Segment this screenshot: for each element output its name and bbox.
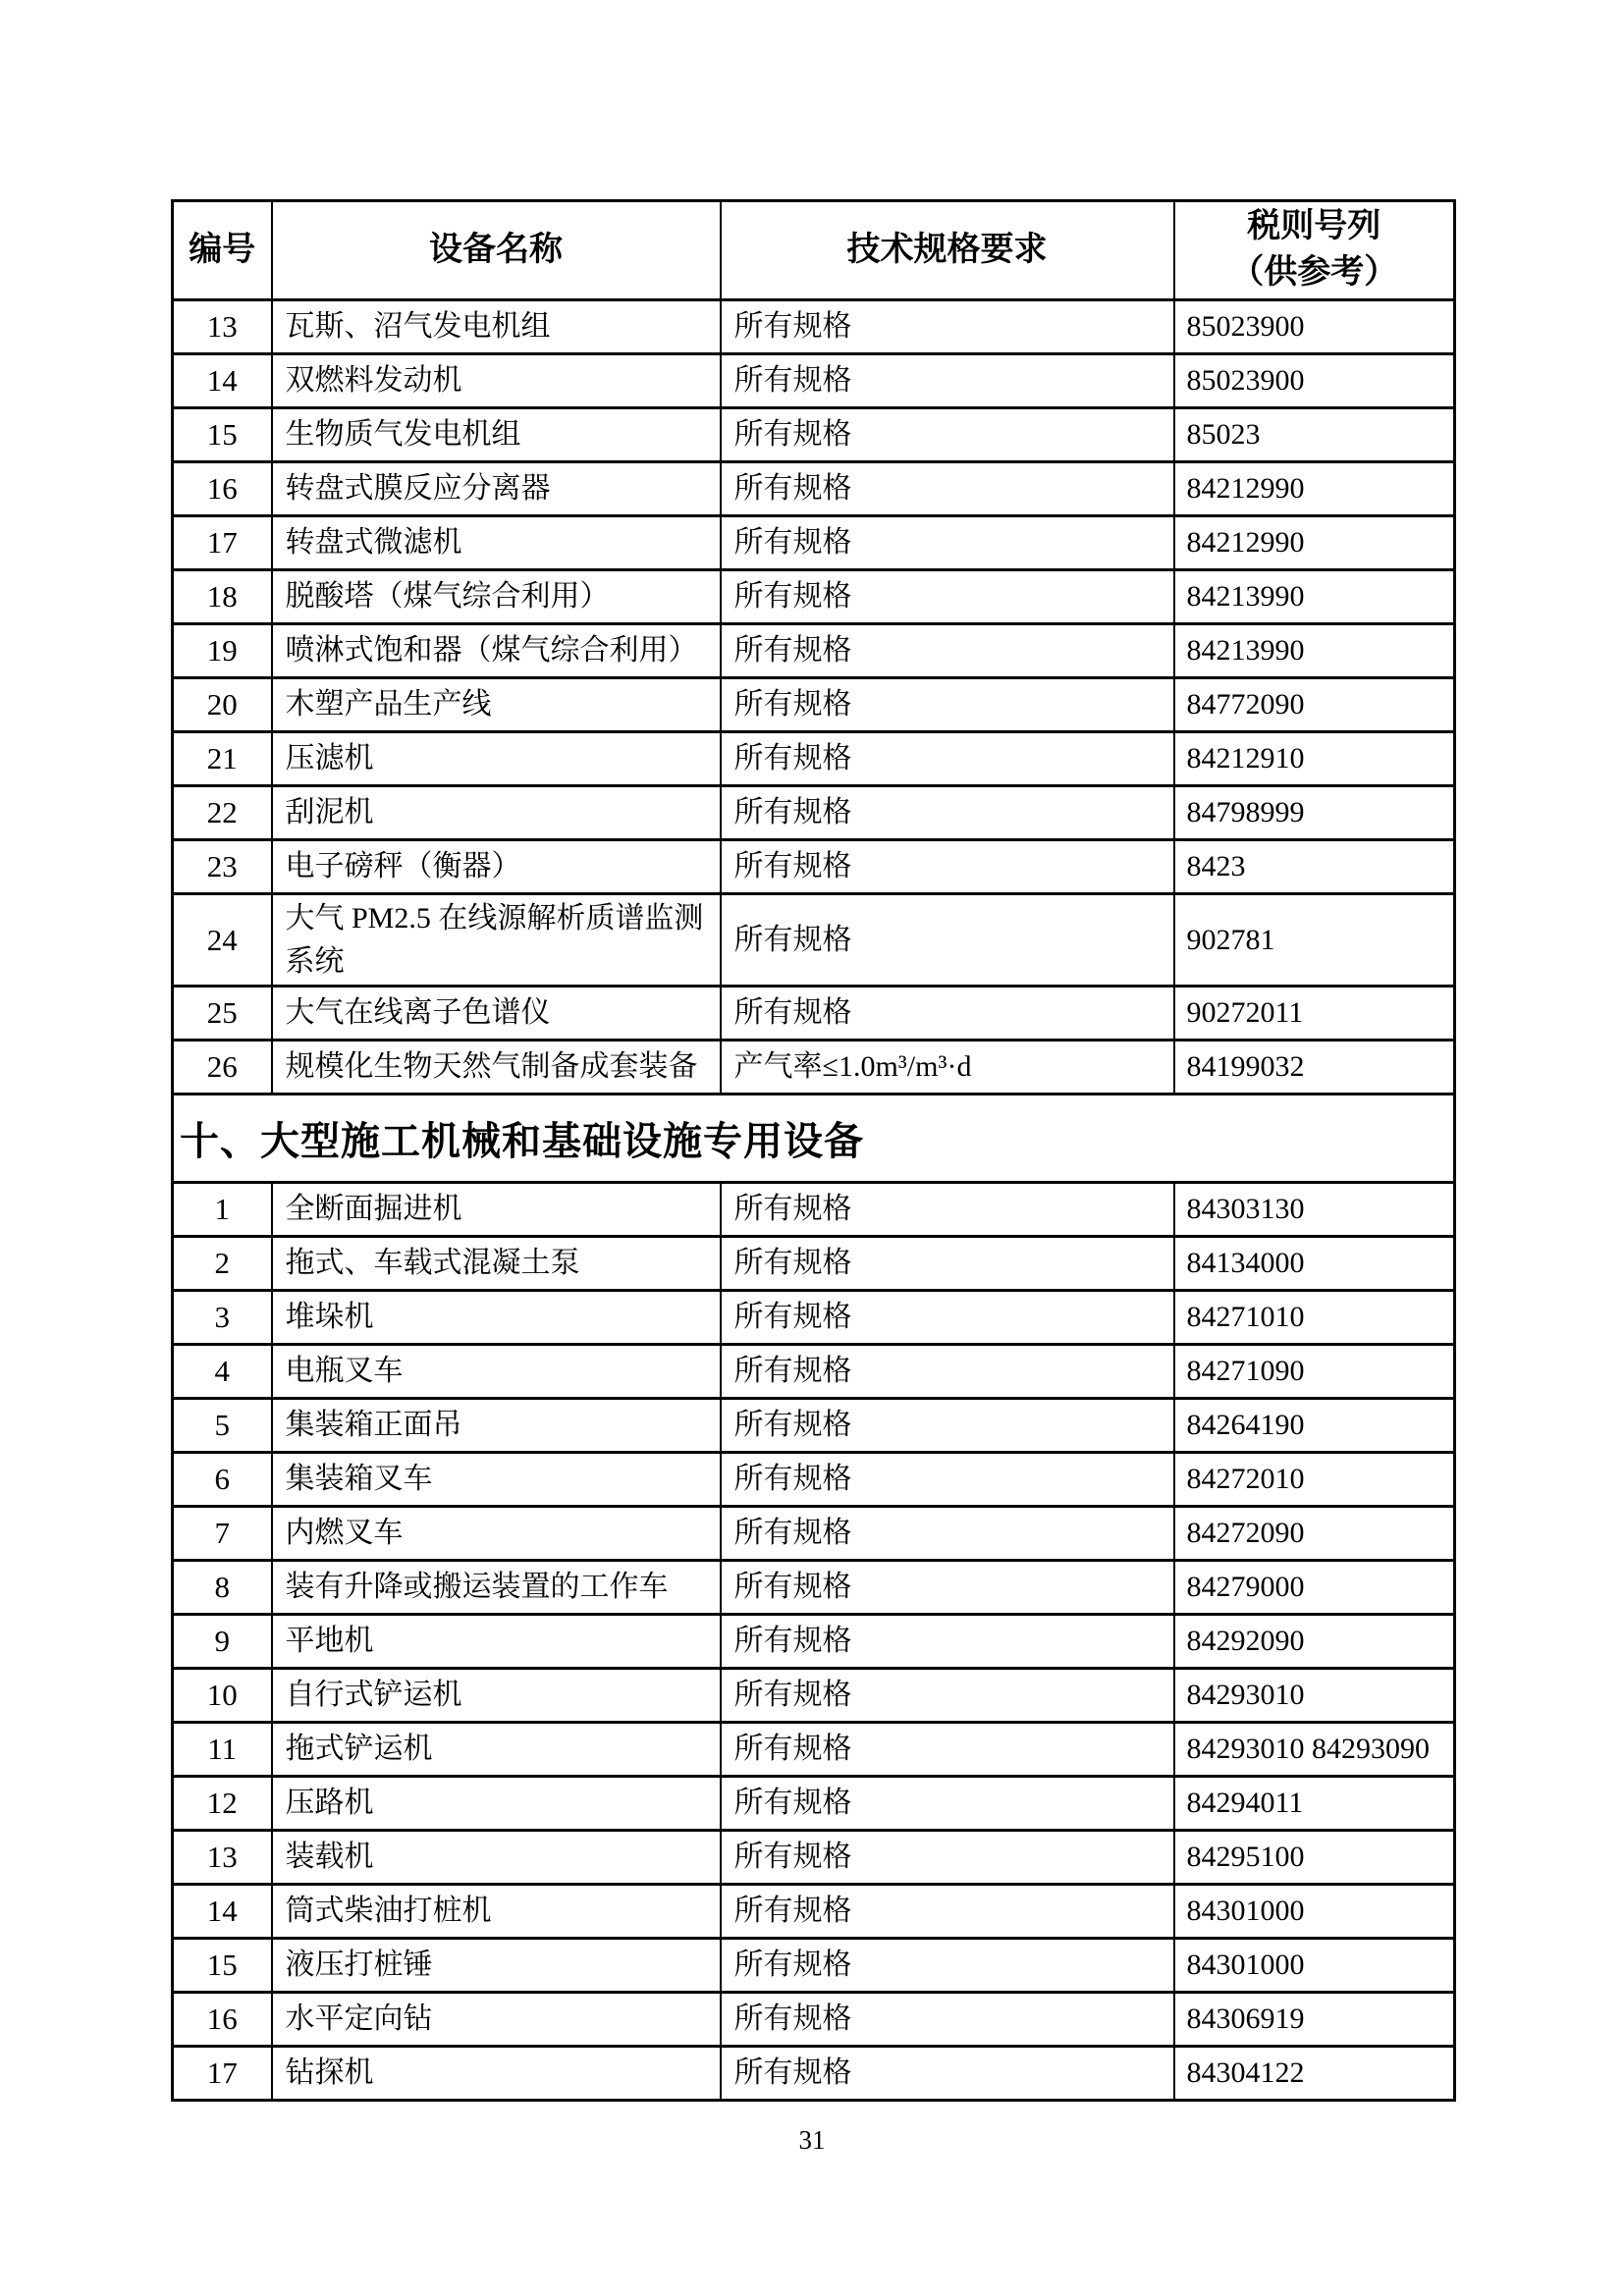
- row-number-cell: 11: [173, 1723, 272, 1777]
- hs-code-cell: 84271010: [1174, 1291, 1455, 1345]
- row-number-cell: 12: [173, 1777, 272, 1831]
- table-row: [173, 678, 1455, 732]
- hs-code-cell: 84279000: [1174, 1561, 1455, 1615]
- row-number-cell: 4: [173, 1345, 272, 1399]
- equipment-name-cell: 双燃料发动机: [272, 354, 721, 408]
- row-number-cell: 18: [173, 570, 272, 624]
- hs-code-cell: 84271090: [1174, 1345, 1455, 1399]
- equipment-name-cell: 转盘式膜反应分离器: [272, 462, 721, 516]
- table-row: [173, 2047, 1455, 2101]
- equipment-name-cell: 大气在线离子色谱仪: [272, 987, 721, 1041]
- equipment-name-cell: 集装箱正面吊: [272, 1399, 721, 1453]
- hs-code-cell: 84213990: [1174, 624, 1455, 678]
- hs-code-cell: 84292090: [1174, 1615, 1455, 1669]
- table-row: [173, 732, 1455, 786]
- hs-code-cell: 84212990: [1174, 462, 1455, 516]
- row-number-cell: 15: [173, 408, 272, 462]
- column-header-tariff-code: 税则号列 （供参考）: [1174, 201, 1455, 300]
- row-number-cell: 17: [173, 516, 272, 570]
- table-row: [173, 1183, 1455, 1237]
- equipment-name-cell: 电瓶叉车: [272, 1345, 721, 1399]
- hs-code-cell: 84303130: [1174, 1183, 1455, 1237]
- table-row: [173, 462, 1455, 516]
- spec-cell: 所有规格: [721, 1993, 1174, 2047]
- hs-code-cell: 84272010: [1174, 1453, 1455, 1507]
- row-number-cell: 23: [173, 840, 272, 894]
- row-number-cell: 2: [173, 1237, 272, 1291]
- equipment-name-cell: 生物质气发电机组: [272, 408, 721, 462]
- spec-cell: 所有规格: [721, 408, 1174, 462]
- hs-code-cell: 84304122: [1174, 2047, 1455, 2101]
- spec-cell: 所有规格: [721, 1561, 1174, 1615]
- spec-cell: 所有规格: [721, 570, 1174, 624]
- spec-cell: 所有规格: [721, 1399, 1174, 1453]
- equipment-name-cell: 压路机: [272, 1777, 721, 1831]
- table-row: [173, 1831, 1455, 1885]
- equipment-name-cell: 转盘式微滤机: [272, 516, 721, 570]
- spec-cell: 所有规格: [721, 462, 1174, 516]
- equipment-table: [171, 199, 1456, 2102]
- hs-code-cell: 84264190: [1174, 1399, 1455, 1453]
- equipment-name-cell: 瓦斯、沼气发电机组: [272, 300, 721, 354]
- equipment-name-cell: 装有升降或搬运装置的工作车: [272, 1561, 721, 1615]
- row-number-cell: 9: [173, 1615, 272, 1669]
- table-row: [173, 894, 1455, 987]
- row-number-cell: 13: [173, 300, 272, 354]
- hs-code-cell: 84772090: [1174, 678, 1455, 732]
- table-body: [173, 300, 1455, 2101]
- row-number-cell: 26: [173, 1041, 272, 1095]
- table-row: [173, 1237, 1455, 1291]
- hs-code-cell: 84798999: [1174, 786, 1455, 840]
- row-number-cell: 7: [173, 1507, 272, 1561]
- row-number-cell: 15: [173, 1939, 272, 1993]
- equipment-name-cell: 规模化生物天然气制备成套装备: [272, 1041, 721, 1095]
- spec-cell: 所有规格: [721, 354, 1174, 408]
- row-number-cell: 24: [173, 894, 272, 987]
- row-number-cell: 1: [173, 1183, 272, 1237]
- hs-code-cell: 84301000: [1174, 1939, 1455, 1993]
- equipment-name-cell: 大气 PM2.5 在线源解析质谱监测系统: [272, 894, 721, 987]
- equipment-name-cell: 电子磅秤（衡器）: [272, 840, 721, 894]
- table-row: [173, 408, 1455, 462]
- spec-cell: 所有规格: [721, 1183, 1174, 1237]
- equipment-name-cell: 压滤机: [272, 732, 721, 786]
- row-number-cell: 8: [173, 1561, 272, 1615]
- equipment-name-cell: 全断面掘进机: [272, 1183, 721, 1237]
- row-number-cell: 14: [173, 354, 272, 408]
- equipment-name-cell: 钻探机: [272, 2047, 721, 2101]
- spec-cell: 所有规格: [721, 1507, 1174, 1561]
- hs-code-cell: 84212910: [1174, 732, 1455, 786]
- column-header-tech-spec: 技术规格要求: [721, 201, 1174, 300]
- row-number-cell: 3: [173, 1291, 272, 1345]
- hs-code-cell: 90272011: [1174, 987, 1455, 1041]
- hs-code-cell: 902781: [1174, 894, 1455, 987]
- hs-code-cell: 85023900: [1174, 300, 1455, 354]
- equipment-name-cell: 装载机: [272, 1831, 721, 1885]
- spec-cell: 所有规格: [721, 1723, 1174, 1777]
- hs-code-cell: 84134000: [1174, 1237, 1455, 1291]
- equipment-name-cell: 筒式柴油打桩机: [272, 1885, 721, 1939]
- row-number-cell: 6: [173, 1453, 272, 1507]
- spec-cell: 所有规格: [721, 300, 1174, 354]
- equipment-name-cell: 自行式铲运机: [272, 1669, 721, 1723]
- section-header-row: [173, 1095, 1455, 1183]
- table-row: [173, 1723, 1455, 1777]
- row-number-cell: 13: [173, 1831, 272, 1885]
- row-number-cell: 10: [173, 1669, 272, 1723]
- spec-cell: 所有规格: [721, 1831, 1174, 1885]
- equipment-name-cell: 刮泥机: [272, 786, 721, 840]
- table-row: [173, 786, 1455, 840]
- spec-cell: 所有规格: [721, 987, 1174, 1041]
- table-row: [173, 840, 1455, 894]
- spec-cell: 所有规格: [721, 2047, 1174, 2101]
- table-row: [173, 1561, 1455, 1615]
- table-row: [173, 1291, 1455, 1345]
- row-number-cell: 20: [173, 678, 272, 732]
- spec-cell: 所有规格: [721, 894, 1174, 987]
- spec-cell: 所有规格: [721, 624, 1174, 678]
- table-row: [173, 624, 1455, 678]
- equipment-name-cell: 平地机: [272, 1615, 721, 1669]
- hs-code-cell: 84294011: [1174, 1777, 1455, 1831]
- table-row: [173, 1453, 1455, 1507]
- spec-cell: 所有规格: [721, 1291, 1174, 1345]
- page-number: 31: [798, 2125, 826, 2155]
- section-title: 十、大型施工机械和基础设施专用设备: [173, 1095, 1455, 1183]
- hs-code-cell: 8423: [1174, 840, 1455, 894]
- equipment-name-cell: 喷淋式饱和器（煤气综合利用）: [272, 624, 721, 678]
- spec-cell: 所有规格: [721, 1615, 1174, 1669]
- hs-code-cell: 84272090: [1174, 1507, 1455, 1561]
- equipment-name-cell: 脱酸塔（煤气综合利用）: [272, 570, 721, 624]
- spec-cell: 所有规格: [721, 1885, 1174, 1939]
- spec-cell: 所有规格: [721, 1453, 1174, 1507]
- table-row: [173, 1993, 1455, 2047]
- table-row: [173, 1777, 1455, 1831]
- table-row: [173, 987, 1455, 1041]
- column-header-equipment-name: 设备名称: [272, 201, 721, 300]
- spec-cell: 所有规格: [721, 516, 1174, 570]
- row-number-cell: 14: [173, 1885, 272, 1939]
- row-number-cell: 22: [173, 786, 272, 840]
- hs-code-cell: 84212990: [1174, 516, 1455, 570]
- table-header: [173, 201, 1455, 300]
- hs-code-cell: 84293010: [1174, 1669, 1455, 1723]
- equipment-name-cell: 水平定向钻: [272, 1993, 721, 2047]
- spec-cell: 所有规格: [721, 1237, 1174, 1291]
- table-row: [173, 354, 1455, 408]
- hs-code-cell: 84301000: [1174, 1885, 1455, 1939]
- table-row: [173, 1507, 1455, 1561]
- equipment-name-cell: 拖式、车载式混凝土泵: [272, 1237, 721, 1291]
- row-number-cell: 21: [173, 732, 272, 786]
- equipment-name-cell: 拖式铲运机: [272, 1723, 721, 1777]
- row-number-cell: 16: [173, 462, 272, 516]
- hs-code-cell: 84213990: [1174, 570, 1455, 624]
- hs-code-cell: 84295100: [1174, 1831, 1455, 1885]
- spec-cell: 所有规格: [721, 1777, 1174, 1831]
- table-row: [173, 1669, 1455, 1723]
- spec-cell: 所有规格: [721, 1939, 1174, 1993]
- spec-cell: 所有规格: [721, 678, 1174, 732]
- equipment-name-cell: 液压打桩锤: [272, 1939, 721, 1993]
- spec-cell: 所有规格: [721, 1669, 1174, 1723]
- row-number-cell: 5: [173, 1399, 272, 1453]
- row-number-cell: 25: [173, 987, 272, 1041]
- table-row: [173, 1885, 1455, 1939]
- table-row: [173, 516, 1455, 570]
- hs-code-cell: 84306919: [1174, 1993, 1455, 2047]
- table-row: [173, 1939, 1455, 1993]
- table-row: [173, 1345, 1455, 1399]
- table-row: [173, 570, 1455, 624]
- row-number-cell: 17: [173, 2047, 272, 2101]
- row-number-cell: 19: [173, 624, 272, 678]
- table-row: [173, 1041, 1455, 1095]
- table-row: [173, 1399, 1455, 1453]
- hs-code-cell: 85023900: [1174, 354, 1455, 408]
- equipment-name-cell: 木塑产品生产线: [272, 678, 721, 732]
- hs-code-cell: 84199032: [1174, 1041, 1455, 1095]
- spec-cell: 所有规格: [721, 1345, 1174, 1399]
- hs-code-cell: 84293010 84293090: [1174, 1723, 1455, 1777]
- column-header-number: 编号: [173, 201, 272, 300]
- spec-cell: 所有规格: [721, 732, 1174, 786]
- header-row: [173, 201, 1455, 300]
- hs-code-cell: 85023: [1174, 408, 1455, 462]
- table-row: [173, 300, 1455, 354]
- spec-cell: 产气率≤1.0m³/m³·d: [721, 1041, 1174, 1095]
- spec-cell: 所有规格: [721, 786, 1174, 840]
- spec-cell: 所有规格: [721, 840, 1174, 894]
- equipment-name-cell: 集装箱叉车: [272, 1453, 721, 1507]
- equipment-name-cell: 内燃叉车: [272, 1507, 721, 1561]
- equipment-name-cell: 堆垛机: [272, 1291, 721, 1345]
- table-row: [173, 1615, 1455, 1669]
- row-number-cell: 16: [173, 1993, 272, 2047]
